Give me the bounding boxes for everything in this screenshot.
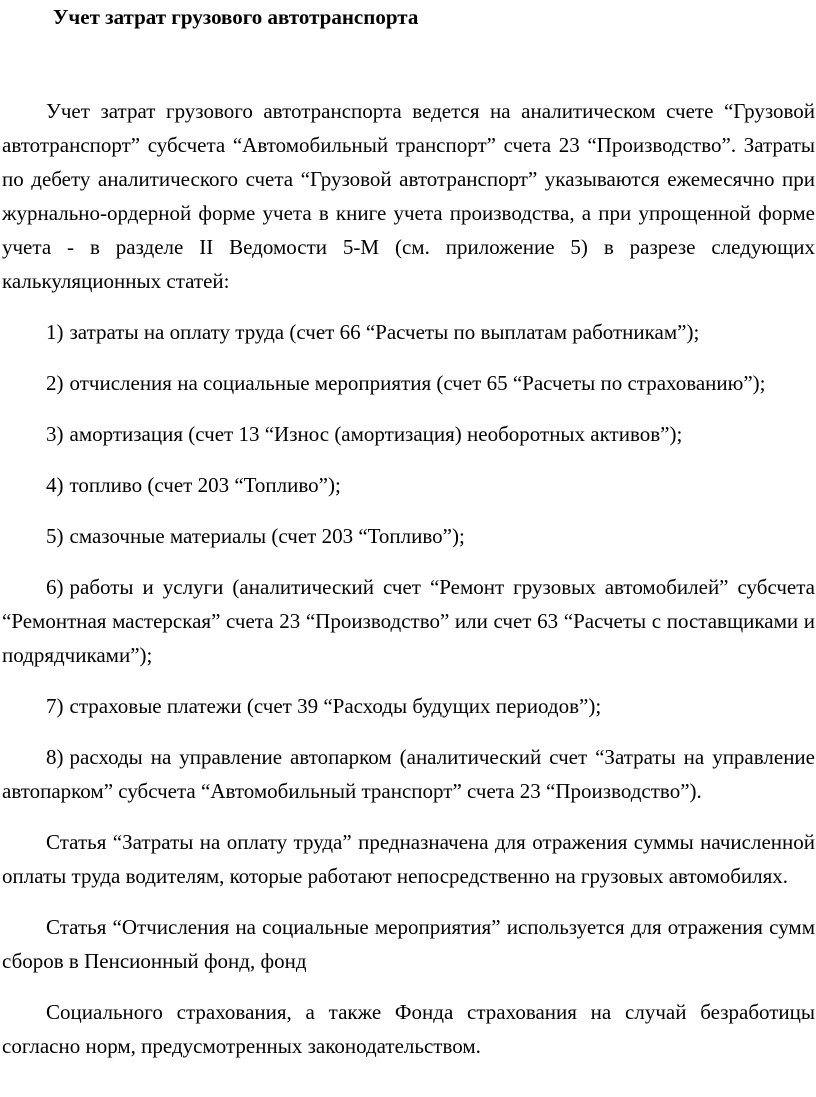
list-item-text: затраты на оплату труда (счет 66 “Расчеты по выплатам работникам”);: [69, 320, 700, 344]
document-title: Учет затрат грузового автотранспорта: [53, 5, 419, 29]
list-item-1: [2, 315, 815, 349]
list-item-text: топливо (счет 203 “Топливо”);: [69, 473, 341, 497]
list-item-text: страховые платежи (счет 39 “Расходы будущих периодов”);: [69, 694, 602, 718]
list-item-text: работы и услуги (аналитический счет “Ремонт грузовых автомобилей” субсчета “Ремонтная мастерская” счета 23 “Производство” или счет 63 “Расчеты с поставщиками и подрядчиками”);: [2, 575, 815, 667]
intro-paragraph: Учет затрат грузового автотранспорта ведется на аналитическом счете “Грузовой автотранспорт” субсчета “Автомобильный транспорт” счета 23 “Производство”. Затраты по дебету аналитического счета “Грузовой автотранспорт” указываются ежемесячно при журнально-ордерной форме учета в книге учета производства, а при упрощенной форме учета - в разделе II Ведомости 5-М (см. приложение 5) в разрезе следующих калькуляционных статей:: [2, 99, 815, 293]
list-item-text: амортизация (счет 13 “Износ (амортизация) необоротных активов”);: [69, 422, 683, 446]
list-item-8: [2, 740, 815, 808]
social-funds-paragraph: Социального страхования, а также Фонда страхования на случай безработицы согласно норм, предусмотренных законодательством.: [2, 1000, 815, 1058]
list-item-text: отчисления на социальные мероприятия (счет 65 “Расчеты по страхованию”);: [69, 371, 766, 395]
list-item-number: 2): [46, 371, 64, 395]
list-item-text: смазочные материалы (счет 203 “Топливо”);: [69, 524, 465, 548]
list-item-5: [2, 519, 815, 553]
labor-cost-paragraph: Статья “Затраты на оплату труда” предназначена для отражения суммы начисленной оплаты труда водителям, которые работают непосредственно на грузовых автомобилях.: [2, 830, 815, 888]
list-item-number: 5): [46, 524, 64, 548]
list-item-2: [2, 366, 815, 400]
list-item-number: 6): [46, 575, 64, 599]
social-deductions-paragraph: Статья “Отчисления на социальные мероприятия” используется для отражения сумм сборов в Пенсионный фонд, фонд: [2, 915, 815, 973]
list-item-number: 7): [46, 694, 64, 718]
list-item-number: 8): [46, 745, 64, 769]
list-item-number: 4): [46, 473, 64, 497]
list-item-4: [2, 468, 815, 502]
list-item-3: [2, 417, 815, 451]
list-item-7: [2, 689, 815, 723]
list-item-number: 3): [46, 422, 64, 446]
document-body: [2, 94, 815, 1080]
list-item-number: 1): [46, 320, 64, 344]
list-item-text: расходы на управление автопарком (аналитический счет “Затраты на управление автопарком” субсчета “Автомобильный транспорт” счета 23 “Производство”).: [2, 745, 815, 803]
list-item-6: [2, 570, 815, 672]
